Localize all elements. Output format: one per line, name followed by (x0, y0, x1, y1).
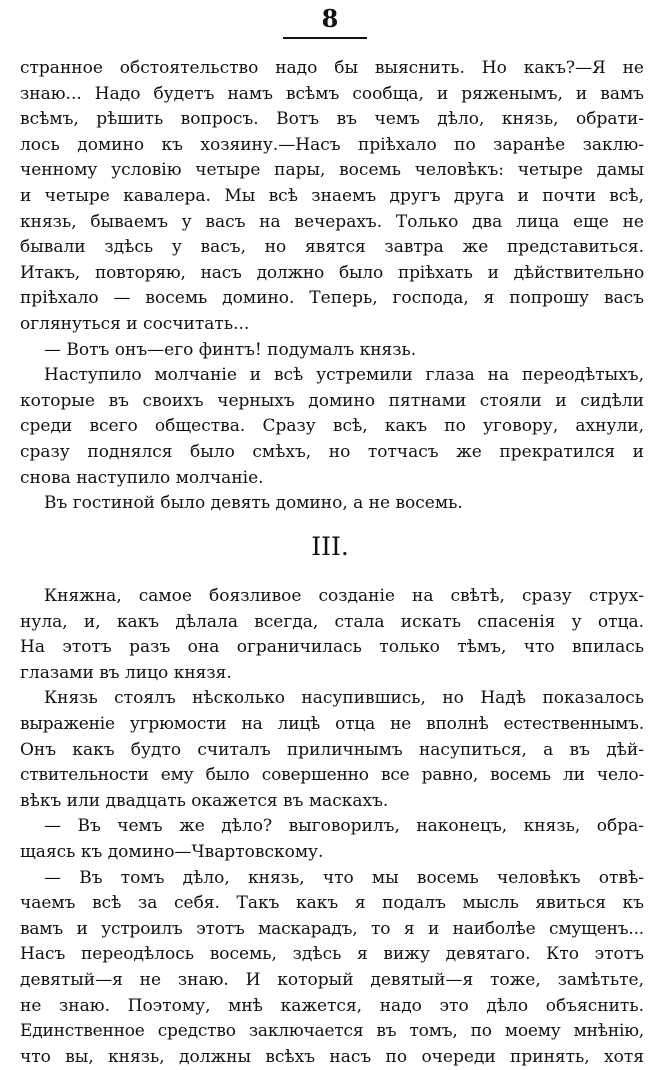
text-line: На этотъ разъ она ограничилась только тѣмъ, что впилась (20, 637, 644, 658)
text-line: сразу поднялся было смѣхъ, но тотчасъ же прекратился и (20, 441, 644, 462)
text-line: Княжна, самое боязливое созданіе на свѣтѣ, сразу струх- (44, 586, 644, 606)
text-line: Онъ какъ будто считалъ приличнымъ насупиться, а въ дѣй- (20, 739, 644, 760)
text-line: всѣмъ, рѣшить вопросъ. Вотъ въ чемъ дѣло, князь, обрати- (20, 109, 644, 130)
text-line: не знаю. Поэтому, мнѣ кажется, надо это дѣло объяснить. (20, 995, 644, 1016)
text-line: которые въ своихъ черныхъ домино пятнами стояли и сидѣли (20, 390, 644, 411)
text-line: вамъ и устроилъ этотъ маскарадъ, то я и наиболѣе смущенъ... (20, 918, 644, 939)
text-line: бывали здѣсь у васъ, но явятся завтра же представиться. (20, 237, 644, 258)
text-line: нула, и, какъ дѣлала всегда, стала искать спасенія у отца. (20, 611, 644, 632)
text-line: князь, бываемъ у васъ на вечерахъ. Только два лица еще не (20, 211, 644, 232)
text-line: — Въ чемъ же дѣло? выговорилъ, наконецъ, князь, обра- (44, 816, 644, 837)
text-line: знаю... Надо будетъ намъ всѣмъ сообща, и ряженымъ, и вамъ (20, 83, 644, 104)
text-line: что вы, князь, должны всѣхъ насъ по очереди принять, хотя (20, 1046, 644, 1067)
text-line: — Вотъ онъ—его финтъ! подумалъ князь. (44, 339, 417, 360)
text-line: вѣкъ или двадцать окажется въ маскахъ. (20, 790, 389, 811)
text-line: глазами въ лицо князя. (20, 662, 232, 683)
text-line: ченному условію четыре пары, восемь человѣкъ: четыре дамы (20, 160, 644, 181)
text-line: Наступило молчаніе и всѣ устремили глаза на переодѣтыхъ, (44, 365, 644, 386)
page-number: 8 (321, 4, 339, 33)
text-line: оглянуться и сосчитать... (20, 313, 250, 334)
text-line: пріѣхало — восемь домино. Теперь, господа, я попрошу васъ (20, 288, 644, 309)
text-line: Итакъ, повторяю, насъ должно было пріѣхать и дѣйствительно (20, 262, 644, 283)
text-line: лось домино къ хозяину.—Насъ пріѣхало по заранѣе заклю- (20, 134, 644, 155)
text-line: щаясь къ домино—Чвартовскому. (20, 841, 324, 862)
chapter-text-part-two (20, 584, 644, 1070)
text-line: девятый—я не знаю. И который девятый—я тоже, замѣтьте, (20, 969, 644, 990)
text-line: ствительности ему было совершенно все равно, восемь ли чело- (20, 765, 644, 786)
text-line: снова наступило молчаніе. (20, 467, 264, 488)
text-line: Въ гостиной было девять домино, а не восемь. (44, 493, 463, 514)
text-line: странное обстоятельство надо бы выяснить. Но какъ?—Я не (20, 58, 644, 78)
chapter-text-part-one (20, 56, 644, 517)
text-line: выраженіе угрюмости на лицѣ отца не вполнѣ естественнымъ. (20, 713, 644, 734)
chapter-heading: III. (311, 532, 349, 561)
text-line: среди всего общества. Сразу всѣ, какъ по уговору, ахнули, (20, 416, 644, 437)
text-line: — Въ томъ дѣло, князь, что мы восемь человѣкъ отвѣ- (44, 867, 644, 888)
text-line: Князь стоялъ нѣсколько насупившись, но Надѣ показалось (44, 688, 644, 709)
text-line: Насъ переодѣлось восемь, здѣсь я вижу девятаго. Кто этотъ (20, 944, 644, 965)
text-line: и четыре кавалера. Мы всѣ знаемъ другъ друга и почти всѣ, (20, 185, 644, 206)
text-line: Единственное средство заключается въ томъ, по моему мнѣнію, (20, 1021, 644, 1042)
page-number-rule (283, 37, 367, 39)
text-line: чаемъ всѣ за себя. Такъ какъ я подалъ мысль явиться къ (20, 893, 644, 914)
